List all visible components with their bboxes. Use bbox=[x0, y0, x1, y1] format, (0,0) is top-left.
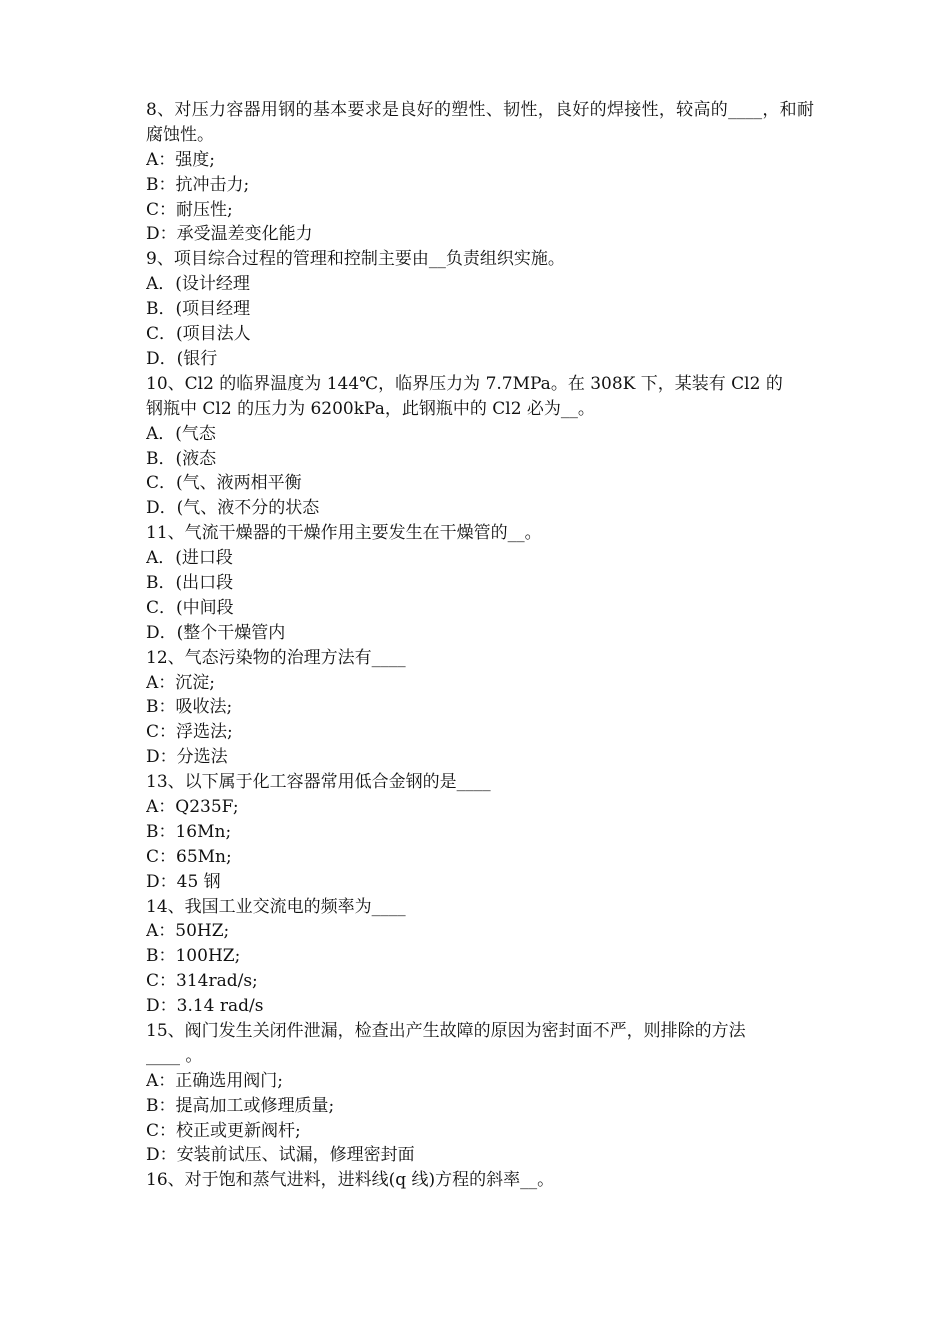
question-14-stem: 14、我国工业交流电的频率为____ bbox=[146, 896, 406, 917]
question-13-stem: 13、以下属于化工容器常用低合金钢的是____ bbox=[146, 772, 491, 793]
question-13-option-c: C：65Mn; bbox=[146, 846, 232, 867]
question-12-option-a: A：沉淀; bbox=[146, 672, 216, 693]
question-10-stem-line-2: 钢瓶中 Cl2 的压力为 6200kPa，此钢瓶中的 Cl2 必为__。 bbox=[146, 398, 595, 419]
question-15-option-c: C：校正或更新阀杆; bbox=[146, 1120, 301, 1141]
question-14-option-b: B：100HZ; bbox=[146, 946, 241, 967]
question-9-stem: 9、项目综合过程的管理和控制主要由__负责组织实施。 bbox=[146, 249, 565, 270]
question-14-option-c: C：314rad/s; bbox=[146, 971, 258, 992]
question-13-option-a: A：Q235F; bbox=[146, 796, 239, 817]
question-13-option-d: D：45 钢 bbox=[146, 871, 221, 892]
question-10-option-c: C．(气、液两相平衡 bbox=[146, 473, 302, 494]
question-9-option-a: A．(设计经理 bbox=[146, 274, 250, 295]
question-13-option-b: B：16Mn; bbox=[146, 821, 232, 842]
question-15-stem-line-1: 15、阀门发生关闭件泄漏，检查出产生故障的原因为密封面不严，则排除的方法 bbox=[146, 1020, 746, 1041]
question-10-stem-line-1: 10、Cl2 的临界温度为 144℃，临界压力为 7.7MPa。在 308K 下，某装有 Cl2 的 bbox=[146, 373, 783, 394]
question-9-option-c: C．(项目法人 bbox=[146, 324, 251, 345]
question-8-option-a: A：强度; bbox=[146, 149, 216, 170]
question-10-option-d: D．(气、液不分的状态 bbox=[146, 498, 320, 519]
question-15-option-d: D：安装前试压、试漏，修理密封面 bbox=[146, 1145, 415, 1166]
question-9-option-d: D．(银行 bbox=[146, 348, 218, 369]
question-list bbox=[146, 98, 814, 1193]
question-11-stem: 11、气流干燥器的干燥作用主要发生在干燥管的__。 bbox=[146, 523, 542, 544]
question-12-option-d: D：分选法 bbox=[146, 747, 228, 768]
question-8-option-c: C：耐压性; bbox=[146, 199, 233, 220]
question-11-option-a: A．(进口段 bbox=[146, 548, 233, 569]
question-14-option-d: D：3.14 rad/s bbox=[146, 996, 264, 1017]
question-12-option-b: B：吸收法; bbox=[146, 697, 233, 718]
question-8-option-d: D：承受温差变化能力 bbox=[146, 224, 313, 245]
question-11-option-c: C．(中间段 bbox=[146, 597, 234, 618]
question-10-option-a: A．(气态 bbox=[146, 423, 216, 444]
question-11-option-d: D．(整个干燥管内 bbox=[146, 622, 286, 643]
question-15-stem-line-2: ____ 。 bbox=[146, 1045, 203, 1066]
question-15-option-b: B：提高加工或修理质量; bbox=[146, 1095, 335, 1116]
question-12-stem: 12、气态污染物的治理方法有____ bbox=[146, 647, 406, 668]
question-8-stem: 8、对压力容器用钢的基本要求是良好的塑性、韧性，良好的焊接性，较高的____，和耐腐蚀性。 bbox=[146, 100, 814, 145]
question-11-option-b: B．(出口段 bbox=[146, 572, 234, 593]
question-10-option-b: B．(液态 bbox=[146, 448, 217, 469]
question-15-option-a: A：正确选用阀门; bbox=[146, 1070, 284, 1091]
question-8-option-b: B：抗冲击力; bbox=[146, 174, 250, 195]
question-16-stem: 16、对于饱和蒸气进料，进料线(q 线)方程的斜率__。 bbox=[146, 1170, 555, 1191]
question-14-option-a: A：50HZ; bbox=[146, 921, 230, 942]
question-9-option-b: B．(项目经理 bbox=[146, 299, 251, 320]
question-12-option-c: C：浮选法; bbox=[146, 722, 233, 743]
